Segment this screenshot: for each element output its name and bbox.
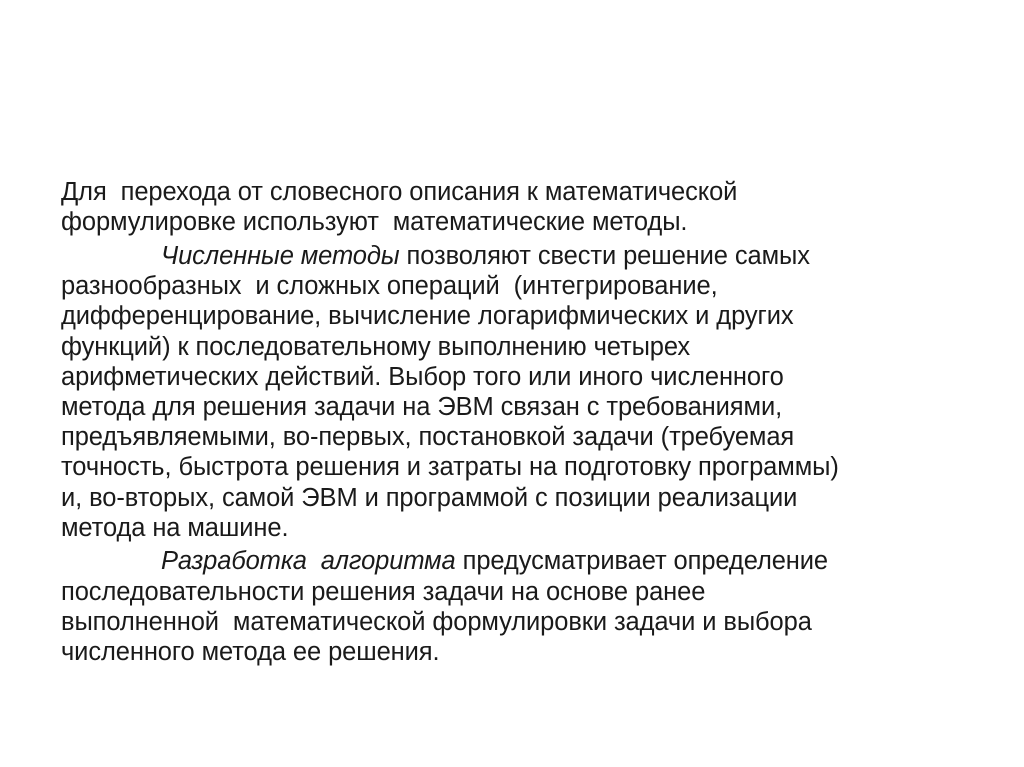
- text-line: выполненной математической формулировки задачи и выбора: [61, 607, 812, 636]
- text-line: метода для решения задачи на ЭВМ связан с требованиями,: [61, 392, 783, 421]
- italic-term: Разработка алгоритма: [161, 547, 456, 576]
- paragraph-1: [61, 177, 961, 237]
- lead-text: позволяют свести решение самых: [399, 241, 810, 270]
- lead-text: предусматривает определение: [455, 547, 829, 576]
- paragraph-3: [61, 546, 961, 667]
- text-line: последовательности решения задачи на основе ранее: [61, 577, 706, 606]
- italic-term: Численные методы: [161, 241, 400, 270]
- text-line-lead: [61, 546, 961, 576]
- text-line: метода на машине.: [61, 513, 289, 542]
- text-line: предъявляемыми, во-первых, постановкой задачи (требуемая: [61, 423, 795, 452]
- text-line: дифференцирование, вычисление логарифмических и других: [61, 302, 794, 331]
- text-line: Для перехода от словесного описания к математической: [61, 178, 738, 206]
- text-line-lead: [61, 241, 961, 271]
- paragraph-2: [61, 241, 961, 543]
- text-line: разнообразных и сложных операций (интегрирование,: [61, 272, 718, 301]
- text-line: и, во-вторых, самой ЭВМ и программой с позиции реализации: [61, 483, 798, 512]
- text-line: численного метода ее решения.: [61, 638, 440, 667]
- slide-text-body: [61, 177, 961, 671]
- text-line: арифметических действий. Выбор того или иного численного: [61, 362, 784, 391]
- text-line: формулировке используют математические методы.: [61, 208, 688, 237]
- text-line: функций) к последовательному выполнению четырех: [61, 332, 691, 361]
- text-line: точность, быстрота решения и затраты на подготовку программы): [61, 453, 839, 482]
